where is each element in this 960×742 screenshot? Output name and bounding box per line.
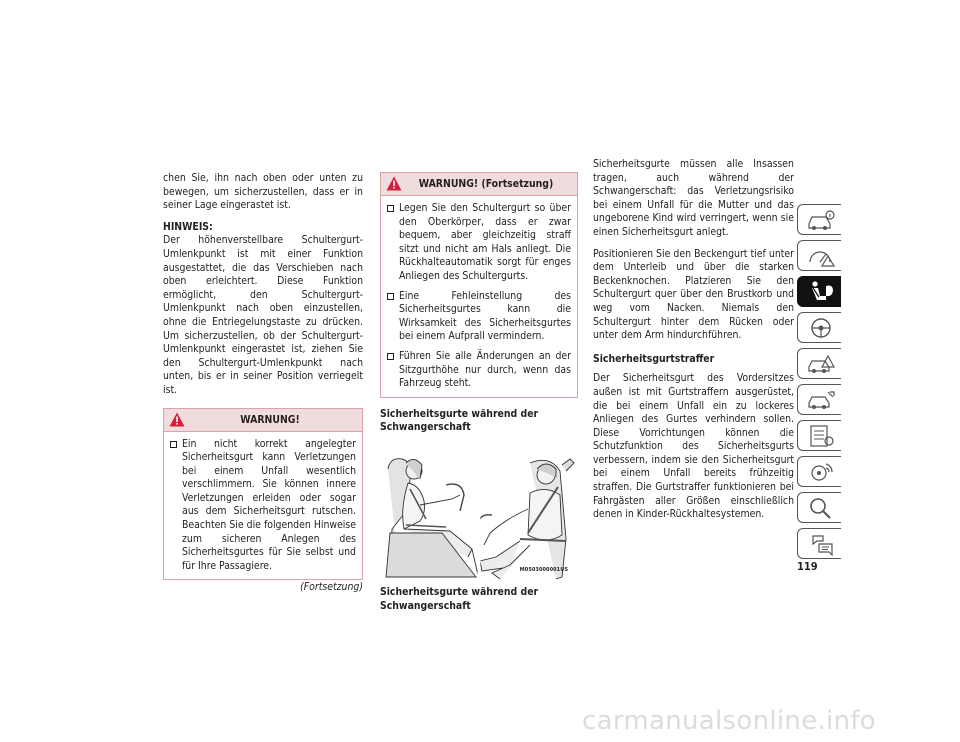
- warning-continued-title: WARNUNG! (Fortsetzung): [418, 178, 554, 190]
- warning-triangle-icon: [169, 412, 185, 427]
- checkbox-bullet-icon: [387, 353, 394, 360]
- tab-language[interactable]: [797, 528, 841, 559]
- chapter-tabs: [797, 204, 841, 564]
- warning-header: [164, 409, 362, 432]
- warning-item: [170, 438, 356, 574]
- tab-specifications[interactable]: [797, 420, 841, 451]
- page-number: 119: [797, 560, 818, 573]
- index-search-icon: [806, 496, 836, 520]
- pregnant-occupant-illustration: [380, 449, 578, 582]
- warning-continued-box: [380, 172, 578, 398]
- tab-safety[interactable]: [797, 276, 841, 307]
- pretensioner-paragraph: Der Sicherheitsgurt des Vordersitzes außen ist mit Gurtstraffern ausgerüstet, die bei einem Unfall ein zu lockeres Anliegen des Gurtes verhindern sollen. Diese Vorrichtungen können die Schutzfunktion des Sicherheitsgurts verbessern, indem sie den Sicherheitsgurt bei einem Unfall bereits frühzeitig straffen. Die Gurtstraffer funktionieren bei Fahrgästen aller Größen einschließlich denen in Kinder-Rückhaltesystemen.: [593, 372, 794, 521]
- warning-body: [164, 432, 362, 580]
- warning-box: [163, 408, 363, 581]
- language-icon: [806, 532, 836, 556]
- checkbox-bullet-icon: [387, 293, 394, 300]
- hinweis-paragraph: Der höhenverstellbare Schultergurt-Umlenkpunkt ist mit einer Funktion ausgestattet, die das Verschieben nach oben erleichtert. Diese Funktion ermöglicht, den Schultergurt-Umlenkpunkt nach oben einzustellen, ohne die Entriegelungstaste zu drücken. Um sicherzustellen, ob der Schultergurt-Umlenkpunkt eingerastet ist, ziehen Sie den Schultergurt-Umlenkpunkt nach unten, bis er in seiner Position verriegelt ist.: [163, 234, 363, 396]
- seatbelt-airbag-icon: [806, 280, 836, 304]
- checkbox-bullet-icon: [170, 441, 177, 448]
- car-info-icon: [806, 208, 836, 232]
- specifications-list-icon: [806, 424, 836, 448]
- pregnancy-paragraph: Sicherheitsgurte müssen alle Insassen tragen, auch während der Schwangerschaft: das Verletzungsrisiko bei einem Unfall für die Mutter und das ungeborene Kind wird verringert, wenn sie einen Sicherheitsgurt anlegt.: [593, 158, 794, 238]
- figure-caption: Sicherheitsgurte während der Schwangerschaft: [380, 585, 539, 612]
- checkbox-bullet-icon: [387, 205, 394, 212]
- warning-item: [387, 202, 571, 284]
- car-emergency-icon: [806, 352, 836, 376]
- warning-title: WARNUNG!: [240, 413, 300, 426]
- steering-wheel-icon: [806, 316, 836, 340]
- tab-emergency[interactable]: [797, 348, 841, 379]
- dashboard-warning-icon: [806, 244, 836, 268]
- continued-label: (Fortsetzung): [300, 581, 363, 594]
- tab-car-info[interactable]: [797, 204, 841, 235]
- multimedia-icon: [806, 460, 836, 484]
- car-service-icon: [806, 388, 836, 412]
- warning-item-text: Ein nicht korrekt angelegter Sicherheitsgurt kann Verletzungen bei einem Unfall wesentlich verschlimmern. Sie können innere Verletzungen erleiden oder sogar aus dem Sicherheitsgurt rutschen. Beachten Sie die folgenden Hinweise zum sicheren Anlegen des Sicherheitsgurtes für Sie selbst und für Ihre Passagiere.: [182, 437, 356, 572]
- tab-dashboard[interactable]: [797, 240, 841, 271]
- intro-paragraph: chen Sie, ihn nach oben oder unten zu bewegen, um sicherzustellen, dass er in seiner Lage eingerastet ist.: [163, 172, 363, 212]
- section-heading: [380, 408, 578, 435]
- pregnancy-seatbelt-illustration: [380, 449, 578, 582]
- section-heading-line2: Schwangerschaft: [380, 421, 471, 434]
- figure-code: M0503000001US: [519, 567, 568, 574]
- tab-multimedia[interactable]: [797, 456, 841, 487]
- tab-index[interactable]: [797, 492, 841, 523]
- hinweis-label: HINWEIS:: [163, 220, 213, 233]
- watermark: carmanualsonline.info: [582, 706, 877, 736]
- warning-item: [387, 290, 571, 344]
- middle-column: [380, 172, 578, 613]
- tab-starting-driving[interactable]: [797, 312, 841, 343]
- tab-service[interactable]: [797, 384, 841, 415]
- warning-continued-header: [381, 173, 577, 196]
- warning-item-text: Führen Sie alle Änderungen an der Sitzgurthöhe nur durch, wenn das Fahrzeug steht.: [399, 349, 571, 390]
- section-heading-line1: Sicherheitsgurte während der: [380, 407, 539, 420]
- right-column: [593, 158, 794, 522]
- warning-continued-body: [381, 196, 577, 397]
- left-column: [163, 172, 363, 595]
- warning-triangle-icon: [386, 176, 402, 191]
- lap-belt-paragraph: Positionieren Sie den Beckengurt tief unter dem Unterleib und über die starken Beckenknochen. Platzieren Sie den Schultergurt quer über den Brustkorb und weg vom Nacken. Niemals den Schultergurt hinter dem Rücken oder unter dem Arm hindurchführen.: [593, 247, 794, 342]
- warning-item-text: Eine Fehleinstellung des Sicherheitsgurtes kann die Wirksamkeit des Sicherheitsgurtes bei einem Aufprall vermindern.: [399, 289, 571, 343]
- warning-item-text: Legen Sie den Schultergurt so über den Oberkörper, dass er zwar bequem, aber gleichzeitig straff sitzt und nicht am Hals anliegt. Die Rückhalteautomatik sorgt für enges Anliegen des Schultergurts.: [399, 202, 571, 282]
- pretensioner-heading: Sicherheitsgurtstraffer: [593, 352, 715, 365]
- warning-item: [387, 350, 571, 391]
